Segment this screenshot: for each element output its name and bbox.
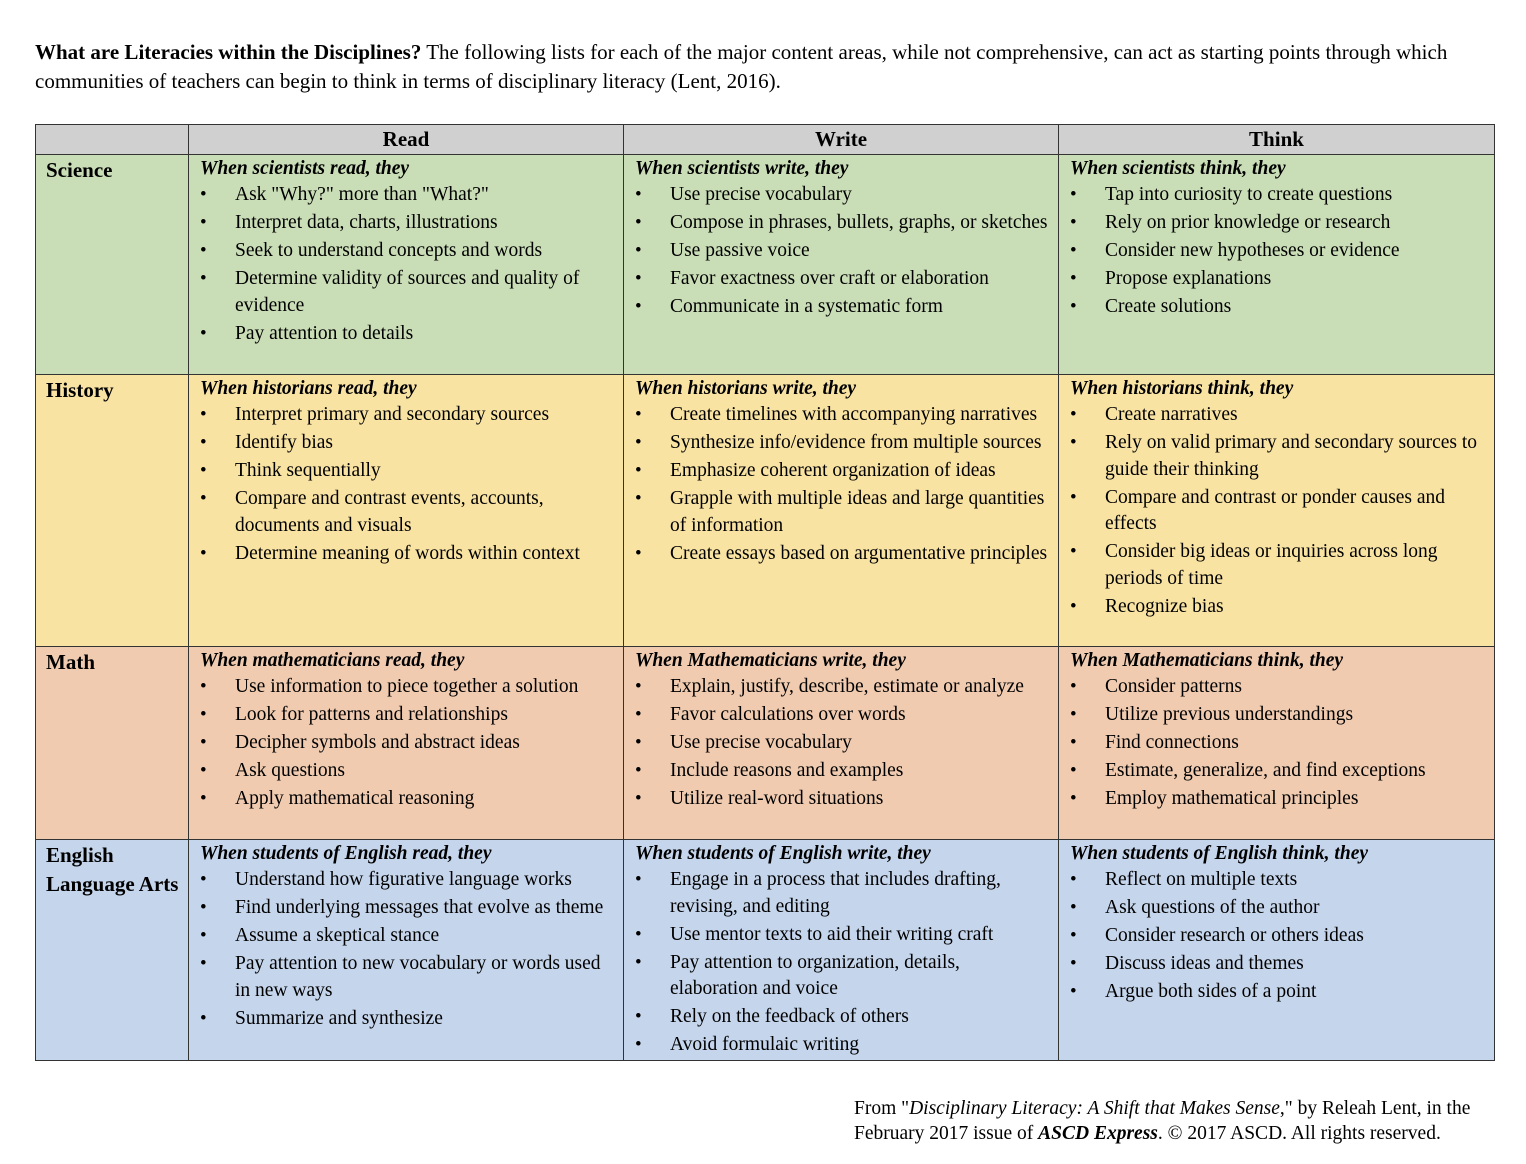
list-item: [200, 486, 615, 539]
list-item-text: Avoid formulaic writing: [670, 1034, 860, 1055]
list-item: [1070, 867, 1486, 894]
list-item-text: Ask questions: [235, 760, 345, 781]
list-item-text: Estimate, generalize, and find exceptions: [1105, 760, 1426, 781]
list-item: [200, 758, 615, 785]
list-item-text: Employ mathematical principles: [1105, 788, 1359, 809]
bullet-icon: •: [635, 488, 642, 509]
cell-science-think: [1059, 155, 1495, 375]
list-item: [200, 402, 615, 429]
bullet-icon: •: [635, 869, 642, 890]
table-row: [36, 375, 1495, 647]
cell-lead-text: When scientists write, they: [635, 158, 849, 179]
list-item: [635, 402, 1050, 429]
bullet-icon: •: [200, 212, 207, 233]
list-item-text: Apply mathematical reasoning: [235, 788, 475, 809]
table-body: [36, 155, 1495, 1061]
bullet-icon: •: [1070, 486, 1077, 508]
list-item-text: Create narratives: [1105, 404, 1238, 425]
list-item-text: Interpret primary and secondary sources: [235, 404, 550, 425]
list-item-text: Summarize and synthesize: [235, 1007, 443, 1029]
bullet-list: [200, 674, 615, 813]
credit-article-title: Disciplinary Literacy: A Shift that Makes Sense: [909, 1098, 1280, 1119]
list-item: [1070, 594, 1486, 621]
bullet-icon: •: [1070, 595, 1077, 617]
credit-prefix: From ": [854, 1098, 910, 1119]
bullet-list: [1070, 182, 1486, 321]
cell-ela-write: [624, 840, 1059, 1061]
list-item-text: Think sequentially: [235, 460, 381, 481]
bullet-icon: •: [200, 869, 207, 890]
list-item: [1070, 402, 1486, 429]
bullet-icon: •: [635, 296, 642, 317]
list-item: [1070, 210, 1486, 237]
list-item-text: Understand how figurative language works: [235, 869, 572, 890]
intro-heading: What are Literacies within the Disciplines?: [35, 40, 422, 64]
list-item: [1070, 674, 1486, 701]
list-item: [635, 758, 1050, 785]
list-item-text: Use passive voice: [670, 240, 810, 261]
list-item-text: Create timelines with accompanying narratives: [670, 404, 1038, 425]
bullet-icon: •: [1070, 676, 1077, 697]
credit-suffix: . © 2017 ASCD. All rights reserved.: [1157, 1123, 1441, 1144]
disciplinary-literacy-table: [35, 124, 1495, 1061]
cell-math-think: [1059, 647, 1495, 840]
list-item: [200, 321, 615, 348]
list-item-text: Compare and contrast or ponder causes and effects: [1105, 486, 1446, 534]
bullet-icon: •: [200, 788, 207, 809]
list-item: [635, 867, 1050, 920]
list-item: [200, 786, 615, 813]
bullet-icon: •: [200, 268, 207, 289]
cell-history-write: [624, 375, 1059, 647]
column-header-think: Think: [1059, 125, 1495, 155]
row-header-history: History: [36, 375, 189, 647]
bullet-icon: •: [200, 732, 207, 753]
list-item-text: Explain, justify, describe, estimate or analyze: [670, 676, 1024, 697]
bullet-icon: •: [200, 760, 207, 781]
bullet-list: [1070, 867, 1486, 1006]
list-item: [635, 702, 1050, 729]
list-item-text: Consider big ideas or inquiries across long periods of time: [1105, 541, 1438, 589]
list-item-text: Consider new hypotheses or evidence: [1105, 240, 1400, 261]
list-item: [200, 702, 615, 729]
list-item-text: Interpret data, charts, illustrations: [235, 212, 498, 233]
intro-paragraph: [35, 38, 1495, 96]
list-item: [1070, 430, 1486, 483]
bullet-icon: •: [1070, 704, 1077, 725]
list-item: [1070, 758, 1486, 785]
list-item: [635, 950, 1050, 1003]
cell-science-read: [189, 155, 624, 375]
table-header-row: [36, 125, 1495, 155]
list-item-text: Ask questions of the author: [1105, 897, 1320, 918]
bullet-icon: •: [1070, 541, 1077, 562]
bullet-list: [200, 182, 615, 347]
list-item-text: Rely on prior knowledge or research: [1105, 212, 1391, 233]
bullet-icon: •: [635, 542, 642, 564]
bullet-icon: •: [200, 460, 207, 481]
bullet-icon: •: [1070, 981, 1077, 1002]
list-item-text: Favor exactness over craft or elaboration: [670, 268, 989, 289]
list-item-text: Use precise vocabulary: [670, 184, 852, 205]
bullet-list: [200, 867, 615, 1032]
list-item: [635, 786, 1050, 813]
cell-lead-text: When scientists think, they: [1070, 158, 1286, 179]
list-item-text: Engage in a process that includes drafting, revising, and editing: [670, 869, 1001, 917]
list-item: [200, 730, 615, 757]
list-item-text: Compare and contrast events, accounts, documents and visuals: [235, 488, 544, 536]
list-item: [1070, 979, 1486, 1006]
bullet-icon: •: [1070, 432, 1077, 453]
list-item-text: Rely on valid primary and secondary sources to guide their thinking: [1105, 432, 1478, 480]
bullet-icon: •: [1070, 404, 1077, 425]
bullet-icon: •: [200, 925, 207, 946]
bullet-icon: •: [1070, 869, 1077, 890]
bullet-icon: •: [1070, 296, 1077, 317]
cell-lead-text: When mathematicians read, they: [200, 650, 465, 671]
list-item-text: Determine meaning of words within context: [235, 542, 580, 564]
list-item: [1070, 539, 1486, 592]
cell-lead-text: When students of English write, they: [635, 843, 931, 864]
list-item: [1070, 702, 1486, 729]
list-item-text: Utilize real-word situations: [670, 788, 884, 809]
list-item-text: Utilize previous understandings: [1105, 704, 1354, 725]
list-item-text: Determine validity of sources and quality of evidence: [235, 268, 580, 316]
bullet-icon: •: [200, 542, 207, 564]
bullet-icon: •: [1070, 240, 1077, 261]
cell-lead-text: When historians think, they: [1070, 378, 1294, 399]
bullet-icon: •: [635, 1006, 642, 1027]
bullet-icon: •: [200, 432, 207, 453]
list-item: [1070, 786, 1486, 813]
bullet-icon: •: [635, 184, 642, 205]
list-item-text: Synthesize info/evidence from multiple sources: [670, 432, 1042, 453]
list-item: [200, 210, 615, 237]
bullet-icon: •: [1070, 732, 1077, 753]
list-item: [635, 486, 1050, 539]
list-item-text: Use precise vocabulary: [670, 732, 852, 753]
bullet-icon: •: [635, 676, 642, 697]
list-item: [200, 951, 615, 1004]
bullet-list: [200, 402, 615, 567]
source-credit: [854, 1096, 1504, 1146]
credit-publication: ASCD Express: [1038, 1123, 1158, 1144]
bullet-icon: •: [200, 322, 207, 344]
bullet-icon: •: [635, 212, 642, 233]
cell-ela-think: [1059, 840, 1495, 1061]
list-item-text: Favor calculations over words: [670, 704, 906, 725]
list-item: [635, 210, 1050, 237]
bullet-icon: •: [200, 897, 207, 918]
list-item: [200, 1006, 615, 1033]
bullet-icon: •: [635, 1034, 642, 1055]
cell-ela-read: [189, 840, 624, 1061]
row-header-math: Math: [36, 647, 189, 840]
cell-lead-text: When Mathematicians think, they: [1070, 650, 1344, 671]
bullet-icon: •: [1070, 897, 1077, 918]
column-header-read: Read: [189, 125, 624, 155]
list-item-text: Compose in phrases, bullets, graphs, or sketches: [670, 212, 1048, 233]
cell-lead-text: When scientists read, they: [200, 158, 410, 179]
list-item: [200, 895, 615, 922]
list-item: [635, 294, 1050, 321]
row-header-science: Science: [36, 155, 189, 375]
list-item-text: Pay attention to new vocabulary or words used in new ways: [235, 953, 601, 1001]
list-item: [635, 238, 1050, 265]
list-item-text: Ask "Why?" more than "What?": [235, 184, 489, 205]
table-row: [36, 840, 1495, 1061]
bullet-icon: •: [635, 760, 642, 781]
table-row: [36, 155, 1495, 375]
list-item-text: Consider patterns: [1105, 676, 1243, 697]
cell-lead-text: When students of English think, they: [1070, 843, 1369, 864]
list-item: [200, 266, 615, 319]
bullet-icon: •: [1070, 925, 1077, 946]
bullet-icon: •: [635, 732, 642, 753]
list-item: [200, 923, 615, 950]
list-item-text: Seek to understand concepts and words: [235, 240, 543, 261]
list-item-text: Communicate in a systematic form: [670, 296, 943, 317]
list-item-text: Create solutions: [1105, 296, 1232, 317]
list-item: [1070, 923, 1486, 950]
bullet-icon: •: [200, 676, 207, 697]
list-item: [635, 1032, 1050, 1059]
cell-math-write: [624, 647, 1059, 840]
bullet-icon: •: [200, 488, 207, 509]
list-item: [635, 182, 1050, 209]
list-item-text: Look for patterns and relationships: [235, 704, 508, 725]
intro-body: The following lists for each of the major content areas, while not comprehensive, can act as starting points through which communities of teachers can begin to think in terms of disciplinary literacy (Lent, 2016).: [35, 40, 1448, 93]
list-item: [635, 430, 1050, 457]
list-item: [635, 730, 1050, 757]
column-header-write: Write: [624, 125, 1059, 155]
list-item: [635, 1004, 1050, 1031]
row-header-ela: English Language Arts: [36, 840, 189, 1061]
list-item-text: Argue both sides of a point: [1105, 981, 1317, 1002]
list-item: [200, 867, 615, 894]
list-item: [635, 458, 1050, 485]
bullet-icon: •: [635, 460, 642, 481]
list-item-text: Assume a skeptical stance: [235, 925, 440, 946]
cell-lead-text: When students of English read, they: [200, 843, 492, 864]
bullet-icon: •: [200, 240, 207, 261]
list-item-text: Identify bias: [235, 432, 334, 453]
bullet-icon: •: [200, 184, 207, 205]
cell-history-think: [1059, 375, 1495, 647]
bullet-icon: •: [635, 432, 642, 453]
list-item-text: Pay attention to details: [235, 322, 414, 344]
list-item-text: Propose explanations: [1105, 268, 1272, 289]
bullet-icon: •: [1070, 184, 1077, 205]
list-item-text: Rely on the feedback of others: [670, 1006, 909, 1027]
list-item: [200, 182, 615, 209]
bullet-icon: •: [635, 268, 642, 289]
cell-science-write: [624, 155, 1059, 375]
list-item: [1070, 294, 1486, 321]
bullet-list: [1070, 674, 1486, 813]
list-item: [1070, 730, 1486, 757]
list-item: [635, 266, 1050, 293]
bullet-icon: •: [1070, 760, 1077, 781]
list-item-text: Create essays based on argumentative principles: [670, 542, 1048, 564]
list-item-text: Tap into curiosity to create questions: [1105, 184, 1393, 205]
bullet-icon: •: [635, 404, 642, 425]
list-item-text: Emphasize coherent organization of ideas: [670, 460, 996, 481]
list-item-text: Find connections: [1105, 732, 1239, 753]
bullet-icon: •: [635, 704, 642, 725]
list-item-text: Discuss ideas and themes: [1105, 953, 1304, 974]
cell-math-read: [189, 647, 624, 840]
list-item: [200, 458, 615, 485]
list-item: [1070, 182, 1486, 209]
list-item: [200, 238, 615, 265]
list-item: [1070, 951, 1486, 978]
list-item: [200, 430, 615, 457]
table-row: [36, 647, 1495, 840]
list-item: [200, 674, 615, 701]
bullet-icon: •: [1070, 953, 1077, 974]
list-item-text: Consider research or others ideas: [1105, 925, 1364, 946]
list-item-text: Include reasons and examples: [670, 760, 904, 781]
bullet-icon: •: [635, 788, 642, 809]
list-item-text: Recognize bias: [1105, 595, 1224, 617]
bullet-list: [635, 867, 1050, 1059]
bullet-list: [635, 402, 1050, 567]
cell-lead-text: When historians write, they: [635, 378, 857, 399]
bullet-icon: •: [1070, 788, 1077, 809]
list-item: [1070, 895, 1486, 922]
credit-middle: ," by Releah Lent, in the February 2017 issue of: [854, 1098, 1471, 1144]
list-item: [1070, 238, 1486, 265]
list-item: [635, 674, 1050, 701]
bullet-icon: •: [1070, 268, 1077, 289]
list-item-text: Decipher symbols and abstract ideas: [235, 732, 520, 753]
list-item: [200, 541, 615, 568]
cell-lead-text: When historians read, they: [200, 378, 417, 399]
list-item: [1070, 266, 1486, 293]
list-item-text: Grapple with multiple ideas and large quantities of information: [670, 488, 1045, 536]
bullet-icon: •: [635, 951, 642, 973]
bullet-icon: •: [200, 404, 207, 425]
bullet-icon: •: [200, 1007, 207, 1029]
bullet-list: [1070, 402, 1486, 620]
bullet-icon: •: [635, 923, 642, 945]
bullet-list: [635, 674, 1050, 813]
bullet-list: [635, 182, 1050, 321]
list-item-text: Reflect on multiple texts: [1105, 869, 1298, 890]
list-item-text: Find underlying messages that evolve as theme: [235, 897, 604, 918]
bullet-icon: •: [1070, 212, 1077, 233]
list-item: [635, 541, 1050, 568]
list-item: [1070, 485, 1486, 538]
bullet-icon: •: [635, 240, 642, 261]
bullet-icon: •: [200, 953, 207, 974]
cell-history-read: [189, 375, 624, 647]
bullet-icon: •: [200, 704, 207, 725]
list-item-text: Use information to piece together a solution: [235, 676, 579, 697]
list-item: [635, 922, 1050, 949]
list-item-text: Pay attention to organization, details, elaboration and voice: [670, 951, 960, 999]
cell-lead-text: When Mathematicians write, they: [635, 650, 906, 671]
header-corner-cell: [36, 125, 189, 155]
list-item-text: Use mentor texts to aid their writing craft: [670, 923, 994, 945]
